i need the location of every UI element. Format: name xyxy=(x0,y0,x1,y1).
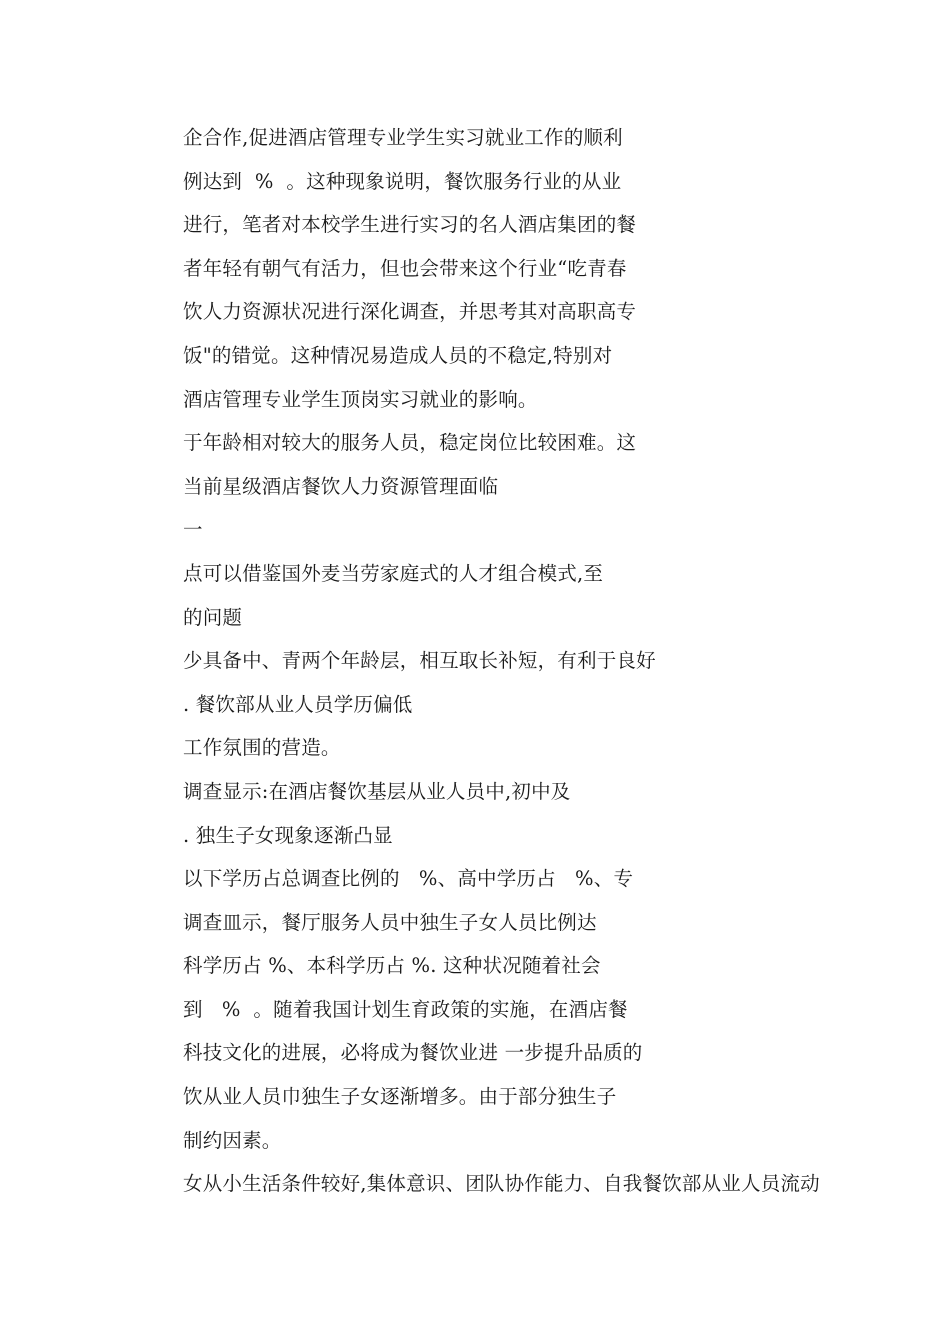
text-line: 调查皿示，餐厅服务人员中独生子女人员比例达 xyxy=(183,910,597,934)
text-line: 饮人力资源状况进行深化调查，并思考其对高职高专 xyxy=(183,300,637,324)
text-line: 工作氛围的营造。 xyxy=(183,736,341,760)
text-line: 于年龄相对较大的服务人员，稳定岗位比较困难。这 xyxy=(183,431,637,455)
text-line: 饭"的错觉。这种情况易造成人员的不稳定,特别对 xyxy=(183,343,613,367)
text-line: 制约因素。 xyxy=(183,1128,282,1152)
text-line: 女从小生活条件较好,集体意识、团队协作能力、自我餐饮部从业人员流动 xyxy=(183,1172,820,1196)
text-line: 科技文化的进展，必将成为餐饮业进 一步提升品质的 xyxy=(183,1041,643,1065)
text-line: 点可以借鉴国外麦当劳家庭式的人才组合模式,至 xyxy=(183,561,604,585)
text-line: 到 % 。随着我国计划生育政策的实施，在酒店餐 xyxy=(183,997,628,1021)
text-line: 科学历占 %、本科学历占 %. 这种状况随着社会 xyxy=(183,954,601,978)
text-body xyxy=(183,124,883,1214)
text-line: 酒店管理专业学生顶岗实习就业的影响。 xyxy=(183,387,538,411)
text-line: . 餐饮部从业人员学历偏低 xyxy=(183,692,413,716)
text-line: 一 xyxy=(183,518,203,542)
text-line: 进行，笔者对本校学生进行实习的名人酒店集团的餐 xyxy=(183,213,637,237)
text-line: 的问题 xyxy=(183,605,243,629)
text-line: 企合作,促进酒店管理专业学生实习就业工作的顺利 xyxy=(183,126,623,149)
text-line: . 独生子女现象逐渐凸显 xyxy=(183,823,393,847)
text-line: 当前星级酒店餐饮人力资源管理面临 xyxy=(183,474,499,498)
text-line: 调查显示:在酒店餐饮基层从业人员中,初中及 xyxy=(183,779,571,803)
text-line: 饮从业人员巾独生子女逐渐增多。由于部分独生子 xyxy=(183,1085,617,1109)
text-line: 者年轻有朝气有活力，但也会带来这个行业“吃青春 xyxy=(183,256,627,280)
text-line: 例达到 % 。这种现象说明，餐饮服务行业的从业 xyxy=(183,169,622,193)
text-line: 少具备中、青两个年龄层，相互取长补短，有利于良好 xyxy=(183,649,656,673)
text-line: 以下学历占总调查比例的 %、高中学历占 %、专 xyxy=(183,867,634,891)
